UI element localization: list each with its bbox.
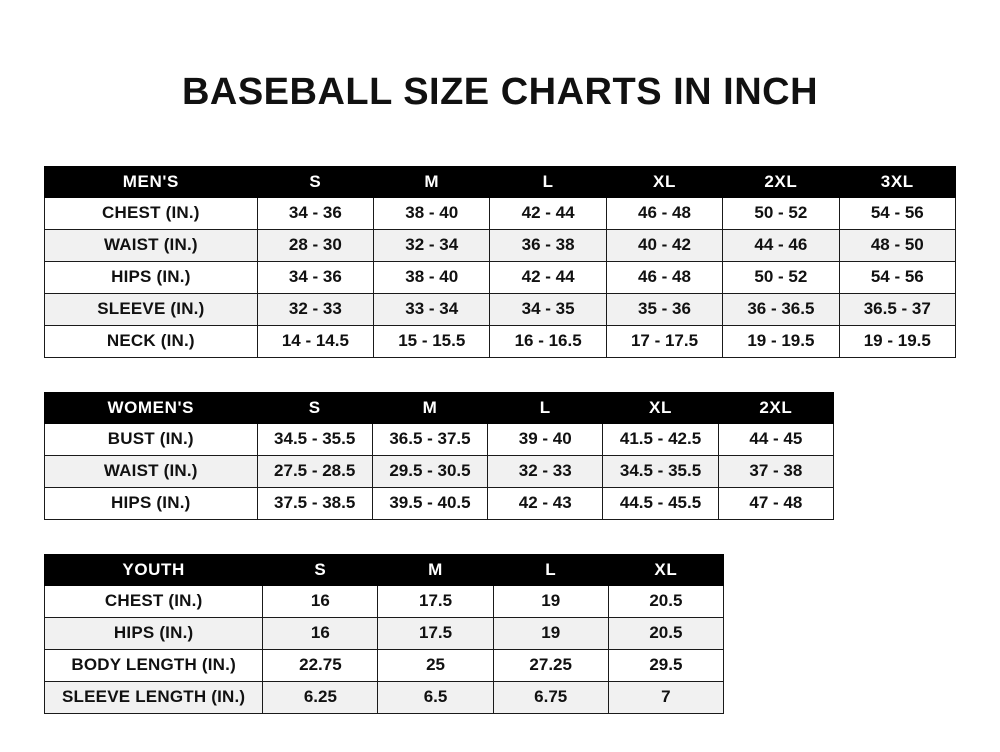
row-label: WAIST (IN.) [45, 455, 258, 487]
row-label: SLEEVE (IN.) [45, 293, 258, 325]
table-cell: 19 - 19.5 [839, 325, 955, 357]
table-cell: 32 - 33 [257, 293, 373, 325]
table-row [45, 617, 724, 649]
table-cell: 42 - 44 [490, 261, 606, 293]
table-cell: 16 [263, 617, 378, 649]
womens-header-l: L [488, 392, 603, 423]
table-cell: 17.5 [378, 585, 493, 617]
womens-header-2xl: 2XL [718, 392, 833, 423]
table-cell: 37.5 - 38.5 [257, 487, 372, 519]
mens-header-2xl: 2XL [723, 166, 839, 197]
table-row [45, 293, 956, 325]
youth-header-l: L [493, 554, 608, 585]
table-cell: 36.5 - 37.5 [372, 423, 487, 455]
table-cell: 48 - 50 [839, 229, 955, 261]
table-header-row [45, 166, 956, 197]
row-label: BUST (IN.) [45, 423, 258, 455]
table-row [45, 585, 724, 617]
table-cell: 39.5 - 40.5 [372, 487, 487, 519]
table-row [45, 487, 834, 519]
mens-header-m: M [374, 166, 490, 197]
mens-header-l: L [490, 166, 606, 197]
row-label: CHEST (IN.) [45, 585, 263, 617]
table-cell: 36.5 - 37 [839, 293, 955, 325]
womens-table-body [45, 423, 834, 519]
table-cell: 27.25 [493, 649, 608, 681]
table-row [45, 455, 834, 487]
womens-size-table [44, 392, 834, 520]
table-header-row [45, 554, 724, 585]
table-cell: 19 - 19.5 [723, 325, 839, 357]
table-cell: 44 - 45 [718, 423, 833, 455]
mens-table-header [45, 166, 956, 197]
row-label: WAIST (IN.) [45, 229, 258, 261]
mens-header-s: S [257, 166, 373, 197]
table-cell: 41.5 - 42.5 [603, 423, 718, 455]
table-cell: 19 [493, 617, 608, 649]
table-cell: 37 - 38 [718, 455, 833, 487]
table-cell: 38 - 40 [374, 197, 490, 229]
table-cell: 7 [608, 681, 723, 713]
table-cell: 50 - 52 [723, 197, 839, 229]
table-cell: 22.75 [263, 649, 378, 681]
youth-header-category: YOUTH [45, 554, 263, 585]
youth-table-header [45, 554, 724, 585]
table-header-row [45, 392, 834, 423]
row-label: HIPS (IN.) [45, 617, 263, 649]
table-row [45, 229, 956, 261]
table-cell: 36 - 36.5 [723, 293, 839, 325]
youth-header-m: M [378, 554, 493, 585]
table-cell: 40 - 42 [606, 229, 722, 261]
table-cell: 6.75 [493, 681, 608, 713]
table-cell: 32 - 34 [374, 229, 490, 261]
table-row [45, 423, 834, 455]
row-label: BODY LENGTH (IN.) [45, 649, 263, 681]
table-cell: 42 - 44 [490, 197, 606, 229]
table-cell: 38 - 40 [374, 261, 490, 293]
table-cell: 6.5 [378, 681, 493, 713]
table-cell: 14 - 14.5 [257, 325, 373, 357]
table-cell: 54 - 56 [839, 261, 955, 293]
table-cell: 29.5 - 30.5 [372, 455, 487, 487]
table-row [45, 681, 724, 713]
table-cell: 27.5 - 28.5 [257, 455, 372, 487]
table-cell: 34 - 35 [490, 293, 606, 325]
table-cell: 29.5 [608, 649, 723, 681]
table-cell: 17 - 17.5 [606, 325, 722, 357]
table-cell: 34.5 - 35.5 [257, 423, 372, 455]
row-label: CHEST (IN.) [45, 197, 258, 229]
size-tables-container [0, 166, 1000, 714]
youth-header-s: S [263, 554, 378, 585]
table-cell: 39 - 40 [488, 423, 603, 455]
table-cell: 54 - 56 [839, 197, 955, 229]
table-cell: 34.5 - 35.5 [603, 455, 718, 487]
table-cell: 44 - 46 [723, 229, 839, 261]
table-cell: 46 - 48 [606, 197, 722, 229]
table-cell: 50 - 52 [723, 261, 839, 293]
table-cell: 34 - 36 [257, 261, 373, 293]
row-label: SLEEVE LENGTH (IN.) [45, 681, 263, 713]
table-cell: 20.5 [608, 585, 723, 617]
table-cell: 47 - 48 [718, 487, 833, 519]
womens-header-xl: XL [603, 392, 718, 423]
table-cell: 16 - 16.5 [490, 325, 606, 357]
womens-table-header [45, 392, 834, 423]
table-cell: 44.5 - 45.5 [603, 487, 718, 519]
table-cell: 19 [493, 585, 608, 617]
youth-header-xl: XL [608, 554, 723, 585]
table-cell: 15 - 15.5 [374, 325, 490, 357]
mens-header-xl: XL [606, 166, 722, 197]
womens-header-m: M [372, 392, 487, 423]
table-cell: 17.5 [378, 617, 493, 649]
table-cell: 16 [263, 585, 378, 617]
page-title: BASEBALL SIZE CHARTS IN INCH [181, 71, 819, 113]
mens-size-table [44, 166, 956, 358]
table-cell: 46 - 48 [606, 261, 722, 293]
table-cell: 28 - 30 [257, 229, 373, 261]
table-cell: 25 [378, 649, 493, 681]
row-label: HIPS (IN.) [45, 261, 258, 293]
row-label: HIPS (IN.) [45, 487, 258, 519]
table-cell: 20.5 [608, 617, 723, 649]
table-cell: 42 - 43 [488, 487, 603, 519]
table-cell: 33 - 34 [374, 293, 490, 325]
womens-header-s: S [257, 392, 372, 423]
table-cell: 34 - 36 [257, 197, 373, 229]
youth-size-table [44, 554, 724, 714]
youth-table-body [45, 585, 724, 713]
mens-table-body [45, 197, 956, 357]
table-cell: 36 - 38 [490, 229, 606, 261]
table-row [45, 197, 956, 229]
table-cell: 6.25 [263, 681, 378, 713]
table-cell: 32 - 33 [488, 455, 603, 487]
table-row [45, 325, 956, 357]
mens-header-3xl: 3XL [839, 166, 955, 197]
table-row [45, 261, 956, 293]
womens-header-category: WOMEN'S [45, 392, 258, 423]
mens-header-category: MEN'S [45, 166, 258, 197]
table-cell: 35 - 36 [606, 293, 722, 325]
row-label: NECK (IN.) [45, 325, 258, 357]
table-row [45, 649, 724, 681]
